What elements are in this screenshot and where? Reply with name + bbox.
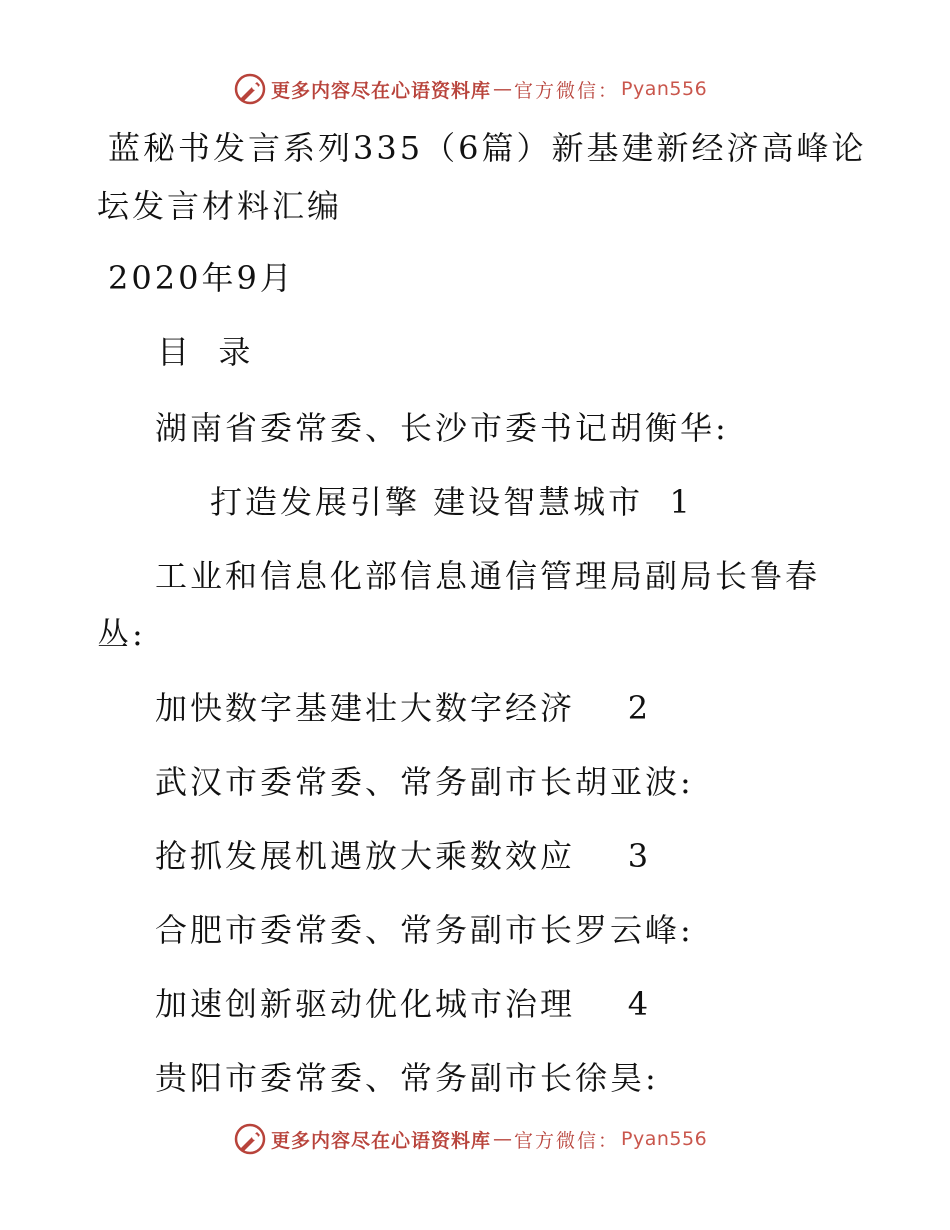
header-banner <box>233 72 707 106</box>
toc-topic-2: 加快数字基建壮大数字经济 2 <box>155 689 652 727</box>
doc-title-line1: 蓝秘书发言系列335（6篇）新基建新经济高峰论 <box>108 129 867 167</box>
banner-wechat-label: 官方微信： <box>514 1129 620 1152</box>
banner-dash: — <box>493 78 513 100</box>
banner-wechat-label: 官方微信： <box>514 79 620 102</box>
toc-heading: 目 录 <box>157 333 254 371</box>
banner-wechat-id: Pyan556 <box>621 1128 708 1150</box>
toc-speaker-2-line2: 丛: <box>97 615 146 653</box>
pen-logo-icon <box>233 1122 267 1156</box>
banner-dash: — <box>493 1128 513 1150</box>
toc-speaker-4: 合肥市委常委、常务副市长罗云峰: <box>155 911 694 949</box>
banner-text: 更多内容尽在心语资料库 <box>271 79 492 102</box>
toc-topic-3: 抢抓发展机遇放大乘数效应 3 <box>155 837 652 875</box>
footer-banner <box>233 1122 707 1156</box>
banner-wechat-id: Pyan556 <box>621 78 708 100</box>
toc-speaker-3: 武汉市委常委、常务副市长胡亚波: <box>155 763 694 801</box>
toc-topic-1: 打造发展引擎 建设智慧城市 1 <box>210 483 693 521</box>
doc-title-line2: 坛发言材料汇编 <box>97 187 343 225</box>
doc-date: 2020年9月 <box>108 259 295 297</box>
toc-speaker-2-line1: 工业和信息化部信息通信管理局副局长鲁春 <box>155 557 821 595</box>
toc-topic-4: 加速创新驱动优化城市治理 4 <box>155 985 652 1023</box>
pen-logo-icon <box>233 72 267 106</box>
toc-speaker-5: 贵阳市委常委、常务副市长徐昊: <box>155 1059 659 1097</box>
toc-speaker-1: 湖南省委常委、长沙市委书记胡衡华: <box>155 409 729 447</box>
banner-text: 更多内容尽在心语资料库 <box>271 1129 492 1152</box>
